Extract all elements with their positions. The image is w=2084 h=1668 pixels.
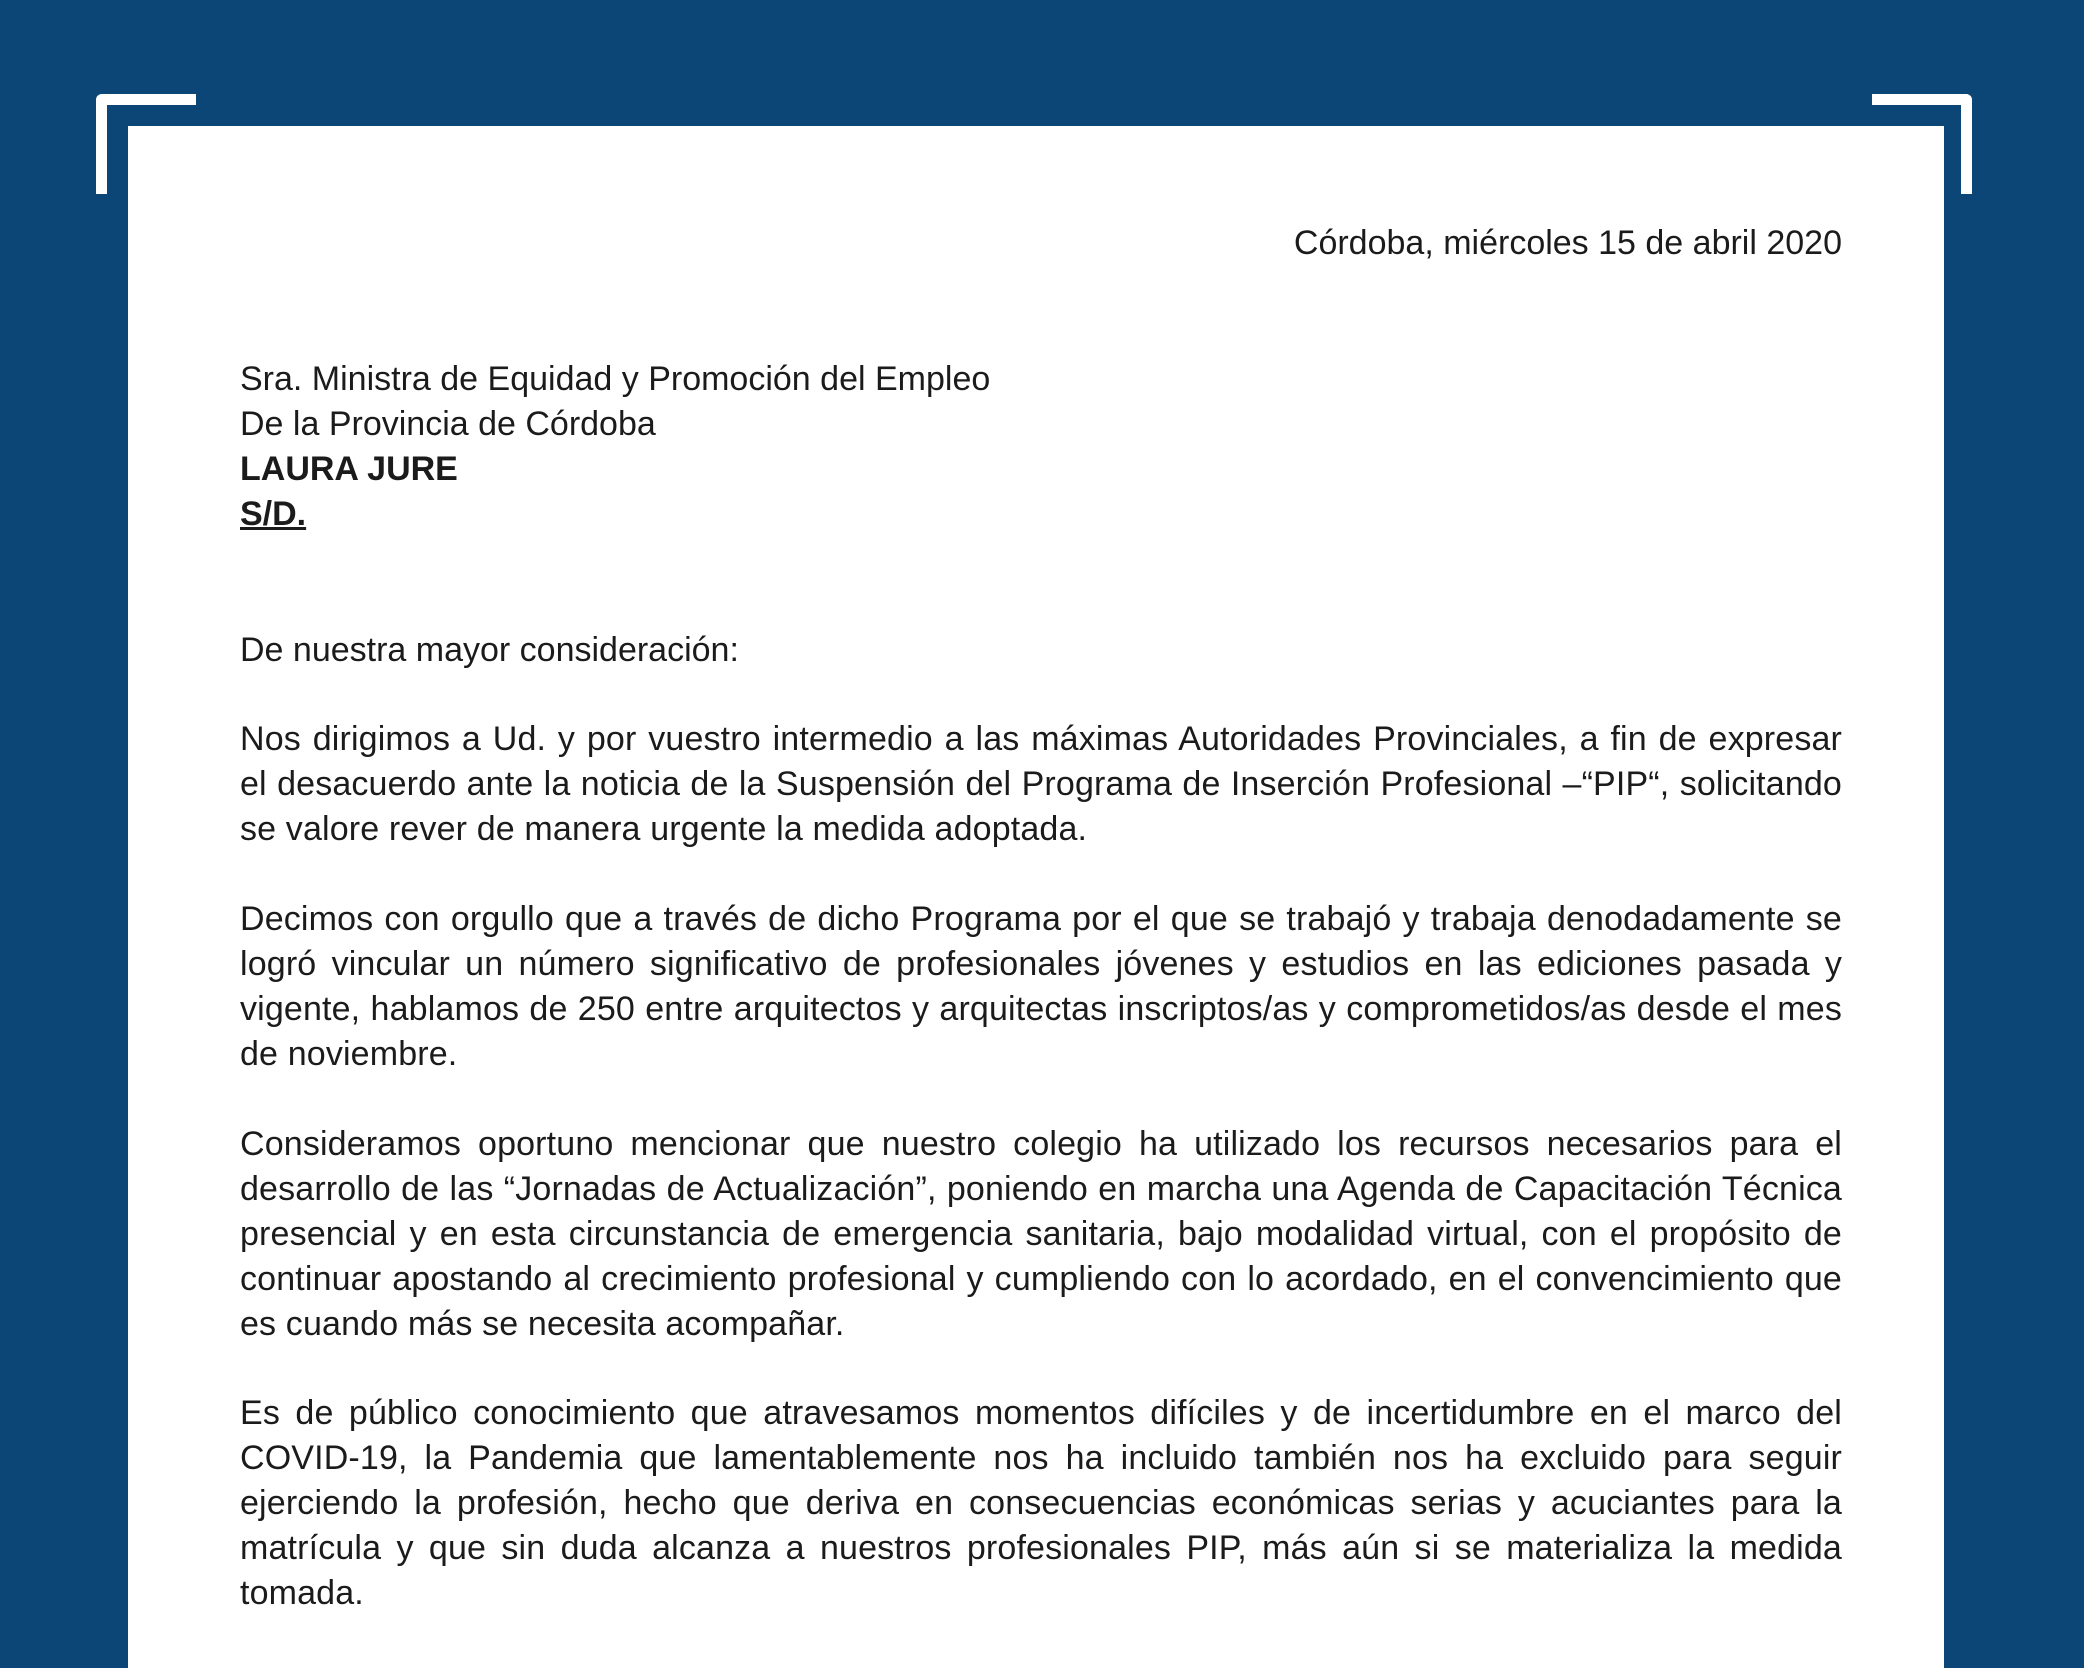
letter-date: Córdoba, miércoles 15 de abril 2020 <box>1293 224 1842 262</box>
corner-bracket-top-right <box>1872 94 1972 194</box>
recipient-sd: S/D. <box>240 495 307 533</box>
paragraph-2: Decimos con orgullo que a través de dicho Programa por el que se trabajó y trabaja denodadamente se logró vincular un número significativo de profesionales jóvenes y estudios en las ediciones pasada y vigente, hablamos de 250 entre arquitectos y arquitectas inscriptos/as y comprometidos/as desde el mes de noviembre. <box>240 900 1842 1073</box>
recipient-block <box>240 357 990 537</box>
paragraph-3: Consideramos oportuno mencionar que nuestro colegio ha utilizado los recursos necesarios para el desarrollo de las “Jornadas de Actualización”, poniendo en marcha una Agenda de Capacitación Técnica presencial y en esta circunstancia de emergencia sanitaria, bajo modalidad virtual, con el propósito de continuar apostando al crecimiento profesional y cumpliendo con lo acordado, en el convencimiento que es cuando más se necesita acompañar. <box>240 1125 1842 1343</box>
salutation: De nuestra mayor consideración: <box>240 631 739 669</box>
recipient-province: De la Provincia de Córdoba <box>240 405 656 443</box>
recipient-name: LAURA JURE <box>240 450 458 488</box>
paragraph-4: Es de público conocimiento que atravesamos momentos difíciles y de incertidumbre en el marco del COVID-19, la Pandemia que lamentablemente nos ha incluido también nos ha excluido para seguir ejerciendo la profesión, hecho que deriva en consecuencias económicas serias y acuciantes para la matrícula y que sin duda alcanza a nuestros profesionales PIP, más aún si se materializa la medida tomada. <box>240 1394 1842 1612</box>
corner-bracket-top-left <box>96 94 196 194</box>
paragraph-1: Nos dirigimos a Ud. y por vuestro intermedio a las máximas Autoridades Provinciales, a fin de expresar el desacuerdo ante la noticia de la Suspensión del Programa de Inserción Profesional –“PIP“, solicitando se valore rever de manera urgente la medida adoptada. <box>240 720 1842 848</box>
recipient-title: Sra. Ministra de Equidad y Promoción del Empleo <box>240 360 991 398</box>
